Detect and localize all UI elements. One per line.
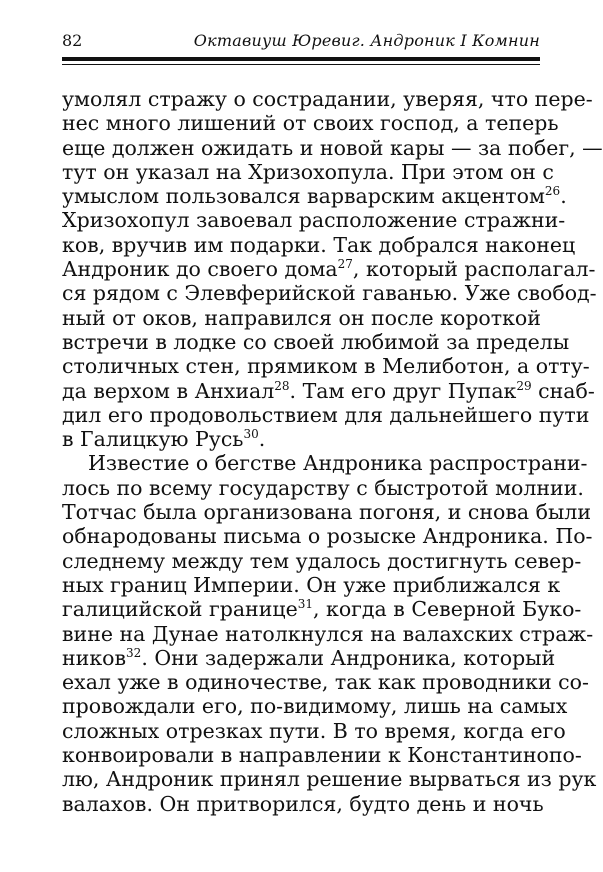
running-title: Октавиуш Юревиг. Андроник I Комнин: [193, 31, 540, 50]
footnote-ref: 31: [297, 597, 313, 612]
line-text: снаб-: [531, 378, 595, 403]
text-line: валахов. Он притворился, будто день и ночь: [62, 791, 544, 816]
text-line: [62, 184, 567, 209]
text-line: ный от оков, направился он после короткой: [62, 305, 541, 330]
footnote-ref: 28: [274, 378, 290, 393]
text-line: обнародованы письма о розыске Андроника. По-: [62, 524, 593, 549]
text-line: [62, 597, 582, 622]
footnote-ref: 29: [516, 378, 532, 393]
line-text: умыслом пользовался варварским акцентом: [62, 184, 545, 209]
line-text: . Там его друг Пупак: [289, 378, 517, 403]
text-line: провождали его, по-видимому, лишь на самых: [62, 694, 568, 719]
text-line: вине на Дунае натолкнулся на валахских страж-: [62, 621, 594, 646]
text-line: ных границ Империи. Он уже приближался к: [62, 572, 561, 597]
running-head: [62, 28, 540, 54]
text-line: сложных отрезках пути. В то время, когда его: [62, 718, 566, 743]
footnote-ref: 32: [126, 646, 142, 660]
line-text: да верхом в Анхиал: [62, 378, 275, 403]
text-line: столичных стен, прямиком в Мелиботон, а отту-: [62, 354, 590, 379]
text-line: [62, 427, 540, 451]
header-rule-thin: [62, 64, 540, 65]
footnote-ref: 30: [243, 427, 259, 442]
line-text: Андроник до своего дома: [62, 257, 338, 282]
line-text: ников: [62, 645, 127, 670]
text-line: тут он указал на Хризохопула. При этом он с: [62, 159, 554, 184]
text-line: Известие о бегстве Андроника распространи-: [88, 451, 588, 476]
text-line: еще должен ожидать и новой кары — за побег, —: [62, 135, 603, 160]
line-text: .: [560, 184, 567, 209]
page-number: 82: [62, 31, 83, 50]
line-text: , который располагал-: [352, 257, 596, 282]
text-line: лю, Андроник принял решение вырваться из рук: [62, 767, 597, 792]
text-line: Хризохопул завоевал расположение стражни-: [62, 208, 566, 233]
text-line: нес много лишений от своих господ, а теперь: [62, 111, 559, 136]
text-line: [62, 378, 595, 403]
paragraph-2: [62, 451, 597, 816]
line-text: в Галицкую Русь: [62, 427, 244, 452]
book-page: [62, 28, 603, 816]
footnote-ref: 26: [544, 184, 561, 199]
text-line: [62, 645, 556, 670]
text-line: умолял стражу о сострадании, уверяя, что пере-: [62, 87, 593, 111]
text-line: [62, 257, 596, 282]
text-line: дил его продовольствием для дальнейшего пути: [62, 402, 590, 427]
line-text: , когда в Северной Буко-: [312, 597, 582, 622]
text-line: конвоировали в направлении к Константинопо-: [62, 743, 582, 768]
paragraph-1: [62, 87, 603, 452]
text-line: ся рядом с Элевферийской гаванью. Уже свобод-: [62, 281, 597, 306]
footnote-ref: 27: [337, 257, 353, 272]
line-text: . Они задержали Андроника, который: [141, 645, 556, 670]
text-line: лось по всему государству с быстротой молнии.: [62, 475, 584, 500]
text-line: ехал уже в одиночестве, так как проводники со-: [62, 670, 589, 695]
text-line: следнему между тем удалось достигнуть север-: [62, 548, 582, 573]
line-text: галицийской границе: [62, 597, 298, 622]
text-line: встречи в лодке со своей любимой за пределы: [62, 329, 570, 354]
header-rule-thick: [62, 57, 540, 61]
text-line: Тотчас была организована погоня, и снова были: [62, 500, 591, 525]
line-text: .: [258, 427, 266, 452]
text-line: ков, вручив им подарки. Так добрался наконец: [62, 232, 576, 257]
body-text: [62, 87, 603, 816]
